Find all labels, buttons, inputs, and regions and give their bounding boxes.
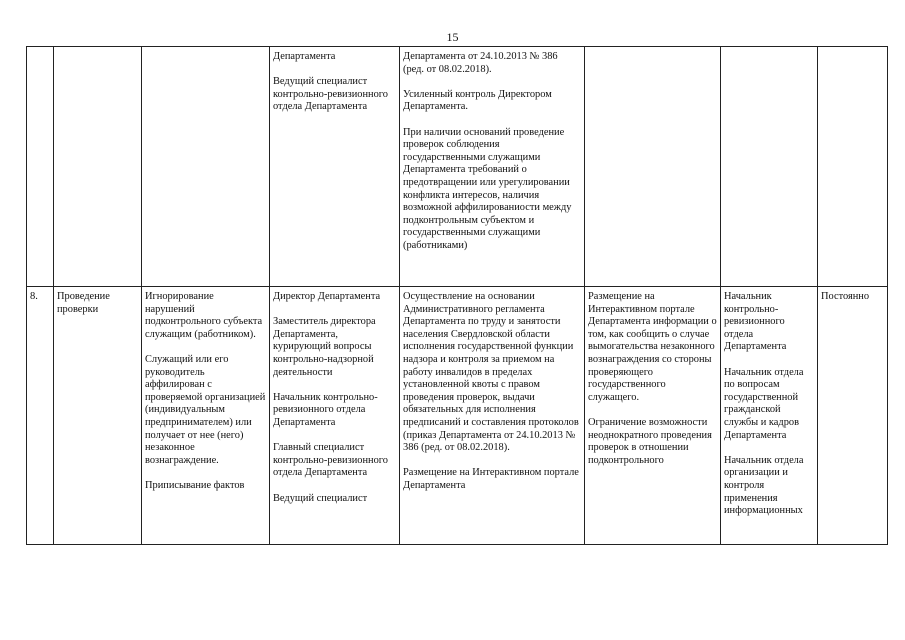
cell-info	[585, 287, 721, 545]
responsible-line: Заместитель директора Департамента, курирующий вопросы контрольно-надзорной деятельности	[273, 316, 376, 378]
risk-text: Игнорирование нарушений подконтрольного субъекта служащим (работником).	[145, 291, 263, 340]
page-number: 15	[446, 30, 459, 44]
term-text: Постоянно	[821, 291, 870, 302]
cell-term	[818, 47, 888, 287]
cell-term	[818, 287, 888, 545]
cell-persons	[721, 287, 818, 545]
measure-text: Департамента от 24.10.2013 № 386 (ред. от 08.02.2018).	[403, 51, 558, 75]
responsible-line: Директор Департамента	[273, 291, 381, 302]
corruption-risk-table	[26, 46, 888, 545]
cell-stage	[54, 47, 142, 287]
risk-text: Приписывание фактов	[145, 479, 245, 491]
info-text: Размещение на Интерактивном портале Департамента информации о том, как сообщить о случае вымогательства незаконного вознаграждения со стороны проверяющего государственного служащего.	[588, 291, 717, 403]
cell-info	[585, 47, 721, 287]
cell-responsible	[270, 47, 400, 287]
person-text: Начальник отдела по вопросам государственной гражданской службы и кадров Департамента	[724, 366, 804, 441]
responsible-line: Ведущий специалист контрольно-ревизионного отдела Департамента	[273, 76, 388, 113]
measure-text: При наличии оснований проведение проверок соблюдения государственными служащими Департамента требований о предотвращении или урегулировании конфликта интересов, наличия возможной аффилированиости между подконтрольным субъектом и государственными служащими (работниками)	[403, 126, 572, 251]
cell-persons	[721, 47, 818, 287]
risk-text: Служащий или его руководитель аффилирован с проверяемой организацией (индивидуальным предпринимателем) или получает от нее (него) незаконное вознаграждение.	[145, 353, 266, 466]
cell-measures	[400, 47, 585, 287]
measure-text: Размещение на Интерактивном портале Департамента	[403, 467, 579, 491]
cell-stage: Проведение проверки	[54, 287, 142, 545]
responsible-line: Департамента	[273, 51, 336, 62]
responsible-line: Начальник контрольно-ревизионного отдела Департамента	[273, 391, 378, 428]
person-text: Начальник отдела организации и контроля применения информационных	[724, 454, 804, 517]
cell-risk	[142, 287, 270, 545]
cell-number	[27, 47, 54, 287]
cell-responsible	[270, 287, 400, 545]
table-row	[27, 47, 888, 287]
responsible-line: Ведущий специалист	[273, 492, 368, 504]
cell-measures	[400, 287, 585, 545]
cell-risk	[142, 47, 270, 287]
measure-text: Усиленный контроль Директором Департамента.	[403, 88, 552, 113]
measure-text: Осуществление на основании Административного регламента Департамента по труду и занятости населения Свердловской области исполнения государственной функции надзора и контроля за приемом на работу инвалидов в пределах установленной квоты с правом проведения проверок, выдачи обязательных для исполнения предписаний и составления протоколов (приказ Департамента от 24.10.2013 № 386 (ред. от 08.02.2018).	[403, 291, 579, 454]
cell-number: 8.	[27, 287, 54, 545]
responsible-line: Главный специалист контрольно-ревизионного отдела Департамента	[273, 442, 388, 479]
table-row	[27, 287, 888, 545]
info-text: Ограничение возможности неоднократного проведения проверок в отношении подконтрольного	[588, 416, 712, 466]
person-text: Начальник контрольно-ревизионного отдела Департамента	[724, 291, 787, 353]
